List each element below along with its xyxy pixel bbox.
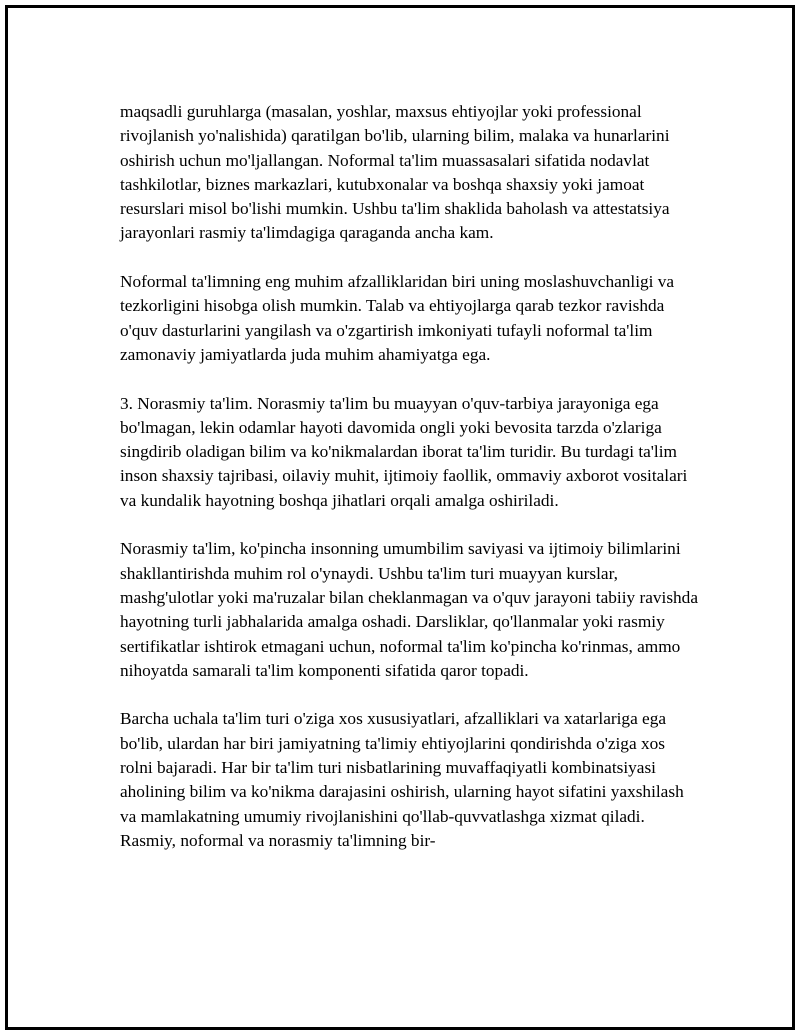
document-body: [120, 100, 700, 853]
page-frame: [5, 5, 795, 1030]
paragraph-3: 3. Norasmiy ta'lim. Norasmiy ta'lim bu muayyan o'quv-tarbiya jarayoniga ega bo'lmagan, lekin odamlar hayoti davomida ongli yoki bevosita tarzda o'zlariga singdirib oladigan bilim va ko'nikmalardan iborat ta'lim turidir. Bu turdagi ta'lim inson shaxsiy tajribasi, oilaviy muhit, ijtimoiy faollik, ommaviy axborot vositalari va kundalik hayotning boshqa jihatlari orqali amalga oshiriladi.: [120, 393, 688, 510]
paragraph-5: Barcha uchala ta'lim turi o'ziga xos xususiyatlari, afzalliklari va xatarlariga ega bo'lib, ulardan har biri jamiyatning ta'limiy ehtiyojlarini qondirishda o'ziga xos rolni bajaradi. Har bir ta'lim turi nisbatlarining muvaffaqiyatli kombinatsiyasi aholining bilim va ko'nikma darajasini oshirish, ularning hayot sifatini yaxshilash va mamlakatning umumiy rivojlanishini qo'llab-quvvatlashga xizmat qiladi. Rasmiy, noformal va norasmiy ta'limning bir-: [120, 709, 684, 850]
paragraph-1: maqsadli guruhlarga (masalan, yoshlar, maxsus ehtiyojlar yoki professional rivojlanish yo'nalishida) qaratilgan bo'lib, ularning bilim, malaka va hunarlarini oshirish uchun mo'ljallangan. Noformal ta'lim muassasalari sifatida nodavlat tashkilotlar, biznes markazlari, kutubxonalar va boshqa shaxsiy yoki jamoat resurslari misol bo'lishi mumkin. Ushbu ta'lim shaklida baholash va attestatsiya jarayonlari rasmiy ta'limdagiga qaraganda ancha kam.: [120, 102, 670, 243]
paragraph-4: Norasmiy ta'lim, ko'pincha insonning umumbilim saviyasi va ijtimoiy bilimlarini shakllantirishda muhim rol o'ynaydi. Ushbu ta'lim turi muayyan kurslar, mashg'ulotlar yoki ma'ruzalar bilan cheklanmagan va o'quv jarayoni tabiiy ravishda hayotning turli jabhalarida amalga oshadi. Darsliklar, qo'llanmalar yoki rasmiy sertifikatlar ishtirok etmagani uchun, noformal ta'lim ko'pincha ko'rinmas, ammo nihoyatda samarali ta'lim komponenti sifatida qaror topadi.: [120, 539, 698, 680]
paragraph-2: Noformal ta'limning eng muhim afzalliklaridan biri uning moslashuvchanligi va tezkorligini hisobga olish mumkin. Talab va ehtiyojlarga qarab tezkor ravishda o'quv dasturlarini yangilash va o'zgartirish imkoniyati tufayli noformal ta'lim zamonaviy jamiyatlarda juda muhim ahamiyatga ega.: [120, 272, 675, 364]
